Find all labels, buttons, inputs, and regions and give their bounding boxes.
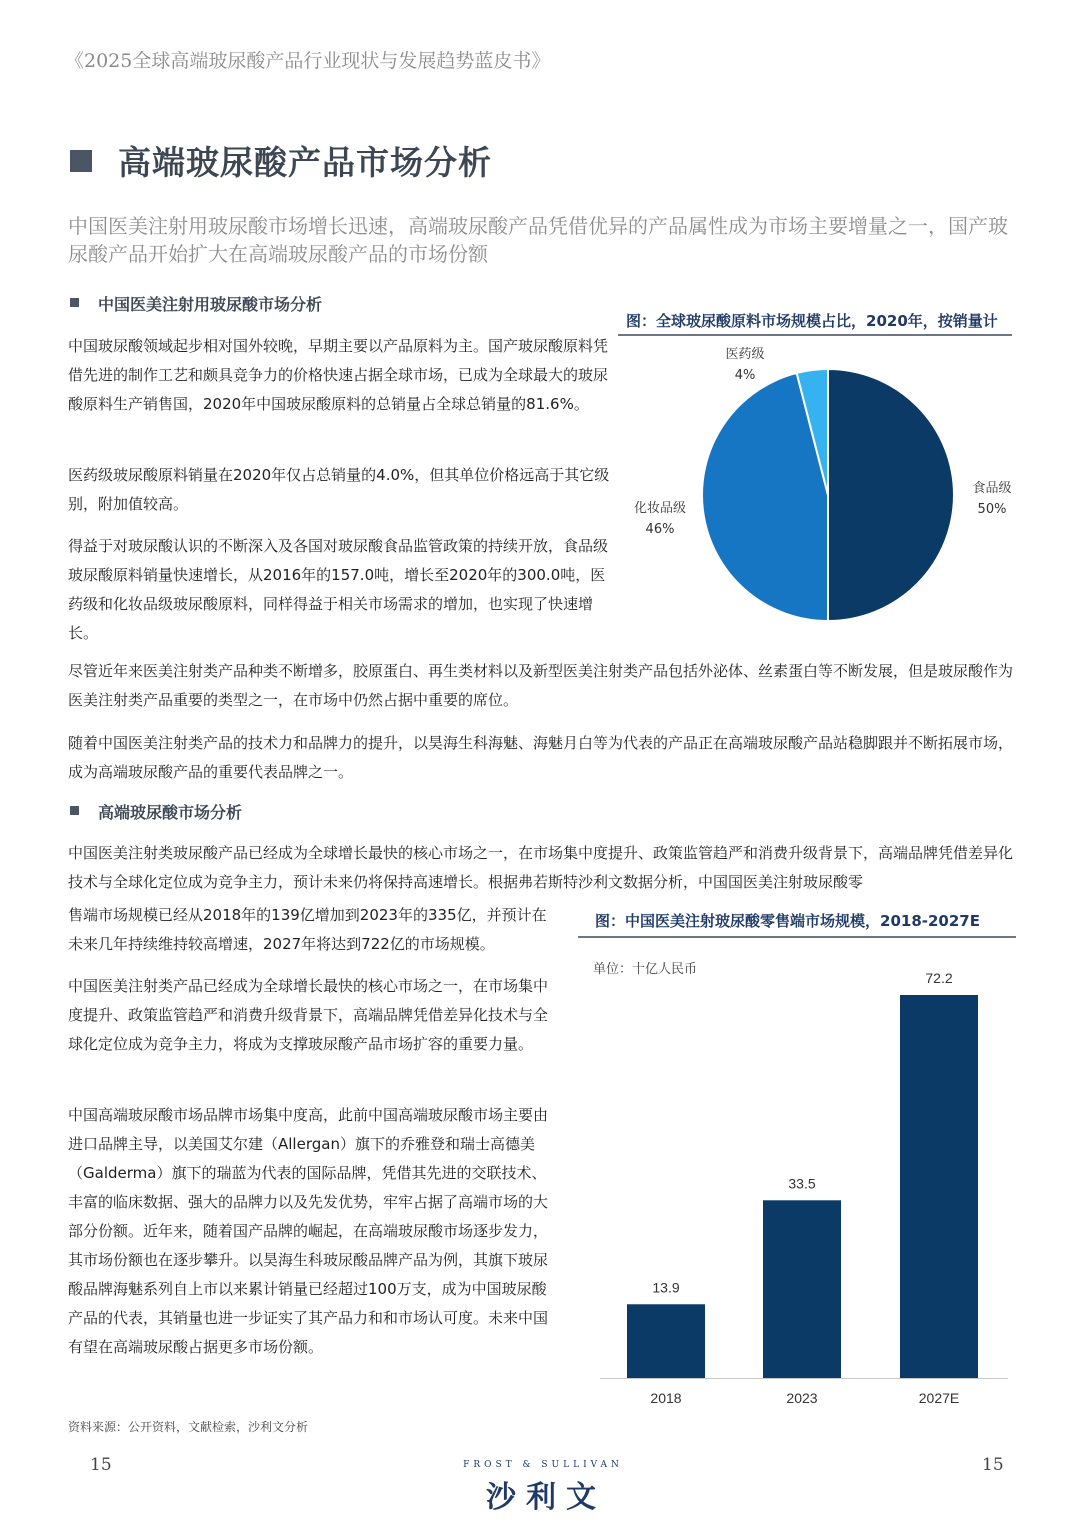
x-tick-label: 2027E — [918, 1390, 960, 1406]
page-number-right: 15 — [982, 1455, 1004, 1475]
bar-2023 — [763, 1200, 841, 1378]
brand-logo-english: FROST & SULLIVAN — [463, 1460, 623, 1470]
paragraph: 中国医美注射类玻尿酸产品已经成为全球增长最快的核心市场之一，在市场集中度提升、政策监管趋严和消费升级背景下，高端品牌凭借差异化技术与全球化定位成为竞争主力，预计未来仍将保持高速增长。根据弗若斯特沙利文数据分析，中国国医美注射玻尿酸零 — [68, 844, 1014, 891]
pie-label-cosmetic-name: 化妆品级 — [633, 501, 686, 516]
bar-2018 — [627, 1304, 705, 1378]
section-intro: 中国医美注射用玻尿酸市场增长迅速，高端玻尿酸产品凭借优异的产品属性成为市场主要增量之一，国产玻尿酸产品开始扩大在高端玻尿酸产品的市场份额 — [68, 214, 1008, 266]
x-tick-label: 2018 — [650, 1390, 682, 1406]
section-title: 高端玻尿酸产品市场分析 — [118, 143, 492, 182]
bar-2027E — [900, 995, 978, 1378]
subsection-title-high-end: 高端玻尿酸市场分析 — [98, 803, 243, 822]
subsection-title-market: 中国医美注射用玻尿酸市场分析 — [98, 295, 323, 314]
pie-label-cosmetic-value: 46% — [645, 522, 675, 537]
figure-divider — [578, 936, 1016, 938]
pie-label-food-value: 50% — [977, 502, 1007, 517]
pie-label-cosmetic — [622, 498, 698, 540]
pie-label-pharma-value: 4% — [734, 368, 756, 383]
pie-label-pharma-name: 医药级 — [725, 347, 765, 362]
bar-chart-title: 图：中国医美注射玻尿酸零售端市场规模，2018-2027E — [595, 912, 980, 930]
document-header-title: 《2025全球高端玻尿酸产品行业现状与发展趋势蓝皮书》 — [65, 50, 551, 72]
bar-chart-unit: 单位：十亿人民币 — [593, 962, 698, 977]
paragraph: 尽管近年来医美注射类产品种类不断增多，胶原蛋白、再生类材料以及新型医美注射类产品包括外泌体、丝素蛋白等不断发展，但是玻尿酸作为医美注射类产品重要的类型之一，在市场中仍然占据中重要的席位。 — [68, 662, 1014, 709]
pie-label-pharma — [715, 344, 775, 386]
paragraph: 随着中国医美注射类产品的技术力和品牌力的提升，以昊海生科海魅、海魅月白等为代表的产品正在高端玻尿酸产品站稳脚跟并不断拓展市场，成为高端玻尿酸产品的重要代表品牌之一。 — [68, 734, 1014, 781]
pie-chart — [618, 340, 1018, 640]
pie-slice-food — [828, 369, 954, 621]
x-tick-label: 2023 — [786, 1390, 818, 1406]
paragraph: 中国高端玻尿酸市场品牌市场集中度高，此前中国高端玻尿酸市场主要由进口品牌主导，以美国艾尔建（Allergan）旗下的乔雅登和瑞士高德美（Galderma）旗下的瑞蓝为代表的国际品牌，凭借其先进的交联技术、丰富的临床数据、强大的品牌力以及先发优势，牢牢占据了高端市场的大部分份额。近年来，随着国产品牌的崛起，在高端玻尿酸市场逐步发力，其市场份额也在逐步攀升。以昊海生科玻尿酸品牌产品为例，其旗下玻尿酸品牌海魅系列自上市以来累计销量已经超过100万支，成为中国玻尿酸产品的代表，其销量也进一步证实了其产品力和和市场认可度。未来中国有望在高端玻尿酸占据更多市场份额。 — [68, 1106, 549, 1356]
bar-value-label: 33.5 — [788, 1175, 816, 1192]
figure-divider — [618, 334, 1012, 336]
paragraph: 得益于对玻尿酸认识的不断深入及各国对玻尿酸食品监管政策的持续开放，食品级玻尿酸原料销量快速增长，从2016年的157.0吨，增长至2020年的300.0吨，医药级和化妆品级玻尿酸原料，同样得益于相关市场需求的增加，也实现了快速增长。 — [68, 537, 609, 642]
paragraph: 医药级玻尿酸原料销量在2020年仅占总销量的4.0%，但其单位价格远高于其它级别，附加值较高。 — [68, 466, 610, 513]
section-title-marker — [70, 150, 92, 172]
subsection-marker — [70, 806, 79, 815]
paragraph: 中国医美注射类产品已经成为全球增长最快的核心市场之一，在市场集中度提升、政策监管趋严和消费升级背景下，高端品牌凭借差异化技术与全球化定位成为竞争主力，将成为支撑玻尿酸产品市场扩容的重要力量。 — [68, 977, 549, 1053]
pie-label-food-name: 食品级 — [972, 481, 1012, 496]
page-number-left: 15 — [90, 1455, 112, 1475]
paragraph: 售端市场规模已经从2018年的139亿增加到2023年的335亿，并预计在未来几年持续维持较高增速，2027年将达到722亿的市场规模。 — [68, 906, 547, 953]
bar-value-label: 13.9 — [652, 1279, 680, 1296]
paragraph: 中国玻尿酸领域起步相对国外较晚，早期主要以产品原料为主。国产玻尿酸原料凭借先进的制作工艺和颇具竞争力的价格快速占据全球市场，已成为全球最大的玻尿酸原料生产销售国，2020年中国玻尿酸原料的总销量占全球总销量的81.6%。 — [68, 337, 609, 413]
bar-value-label: 72.2 — [925, 970, 953, 986]
pie-chart-title: 图：全球玻尿酸原料市场规模占比，2020年，按销量计 — [626, 312, 998, 330]
brand-logo-chinese: 沙利文 — [486, 1480, 606, 1515]
pie-label-food — [962, 478, 1022, 520]
subsection-marker — [70, 298, 79, 307]
source-note: 资料来源：公开资料，文献检索，沙利文分析 — [68, 1420, 309, 1434]
bar-chart — [578, 940, 1018, 1420]
